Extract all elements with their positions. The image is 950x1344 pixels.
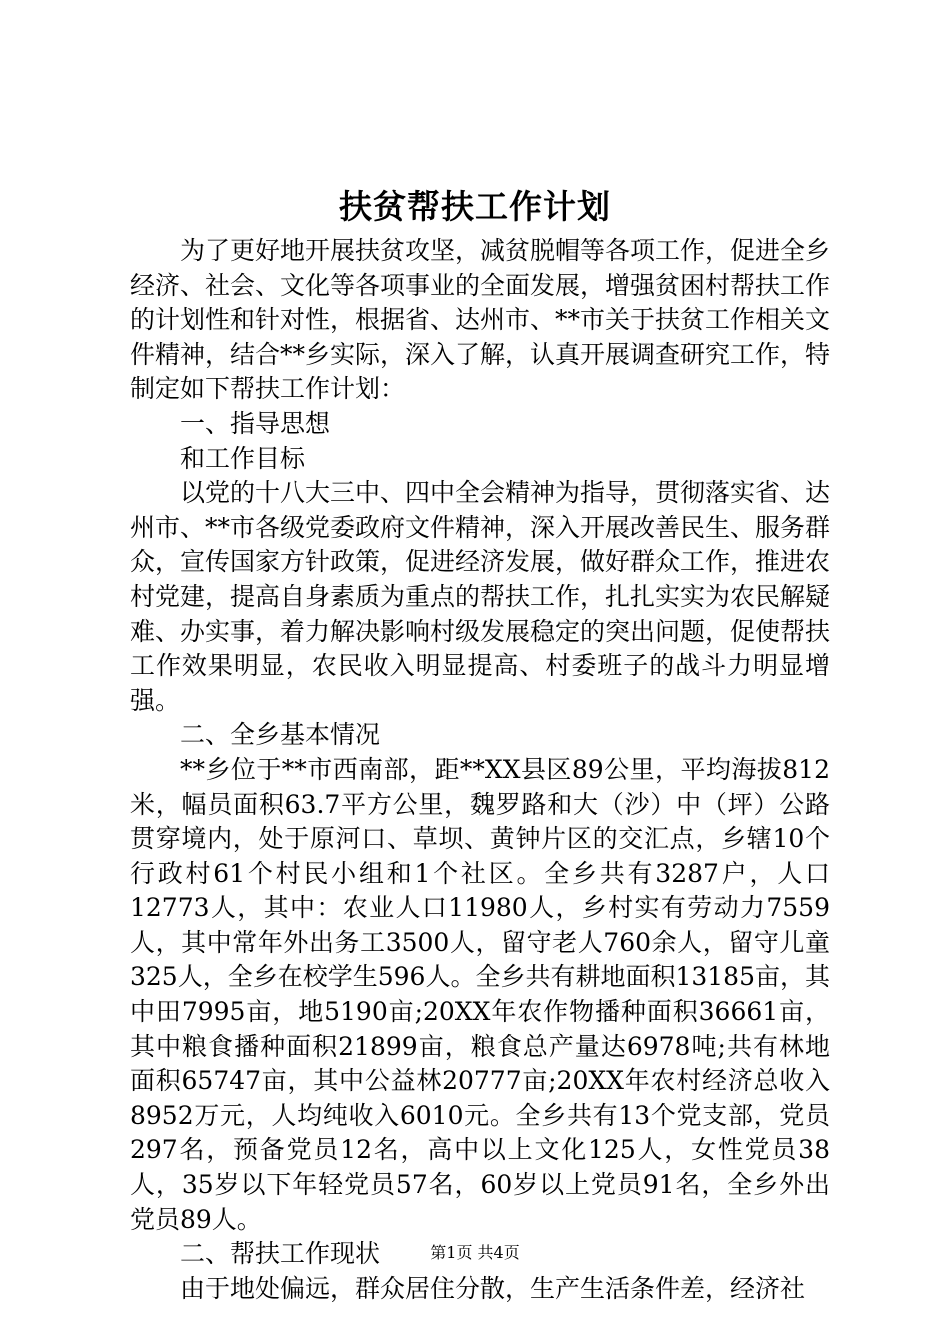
document-title: 扶贫帮扶工作计划	[339, 187, 611, 226]
section-heading-guiding-thought-continued: 和工作目标	[180, 443, 306, 473]
section-heading-basic-situation: 二、全乡基本情况	[180, 720, 381, 750]
guiding-thought-paragraph: 以党的十八大三中、四中全会精神为指导，贯彻落实省、达州市、**市各级党委政府文件精神，深入开展改善民生、服务群众，宣传国家方针政策，促进经济发展，做好群众工作，推进农村党建，提高自身素质为重点的帮扶工作，扎扎实实为农民解疑难、办实事，着力解决影响村级发展稳定的突出问题，促使帮扶工作效果明显，农民收入明显提高、村委班子的战斗力明显增强。	[130, 478, 831, 715]
section-heading-guiding-thought: 一、指导思想	[180, 408, 331, 438]
section-heading-current-status: 二、帮扶工作现状	[180, 1239, 381, 1269]
intro-paragraph: 为了更好地开展扶贫攻坚，减贫脱帽等各项工作，促进全乡经济、社会、文化等各项事业的全面发展，增强贫困村帮扶工作的计划性和针对性，根据省、达州市、**市关于扶贫工作相关文件精神，结合**乡实际，深入了解，认真开展调查研究工作，特制定如下帮扶工作计划：	[130, 236, 831, 404]
current-status-paragraph: 由于地处偏远，群众居住分散，生产生活条件差，经济社	[180, 1273, 806, 1303]
page-footer: 第1页 共4页	[430, 1243, 520, 1262]
document-body	[130, 234, 830, 1306]
basic-situation-paragraph: **乡位于**市西南部，距**XX县区89公里，平均海拔812米，幅员面积63.7平方公里，魏罗路和大（沙）中（坪）公路贯穿境内，处于原河口、草坝、黄钟片区的交汇点，乡辖10个行政村61个村民小组和1个社区。全乡共有3287户，人口12773人，其中：农业人口11980人，乡村实有劳动力7559人，其中常年外出务工3500人，留守老人760余人，留守儿童325人，全乡在校学生596人。全乡共有耕地面积13185亩，其中田7995亩，地5190亩;20XX年农作物播种面积36661亩，其中粮食播种面积21899亩，粮食总产量达6978吨;共有林地面积65747亩，其中公益林20777亩;20XX年农村经济总收入8952万元，人均纯收入6010元。全乡共有13个党支部，党员297名，预备党员12名，高中以上文化125人，女性党员38人，35岁以下年轻党员57名，60岁以上党员91名，全乡外出党员89人。	[130, 754, 830, 1234]
